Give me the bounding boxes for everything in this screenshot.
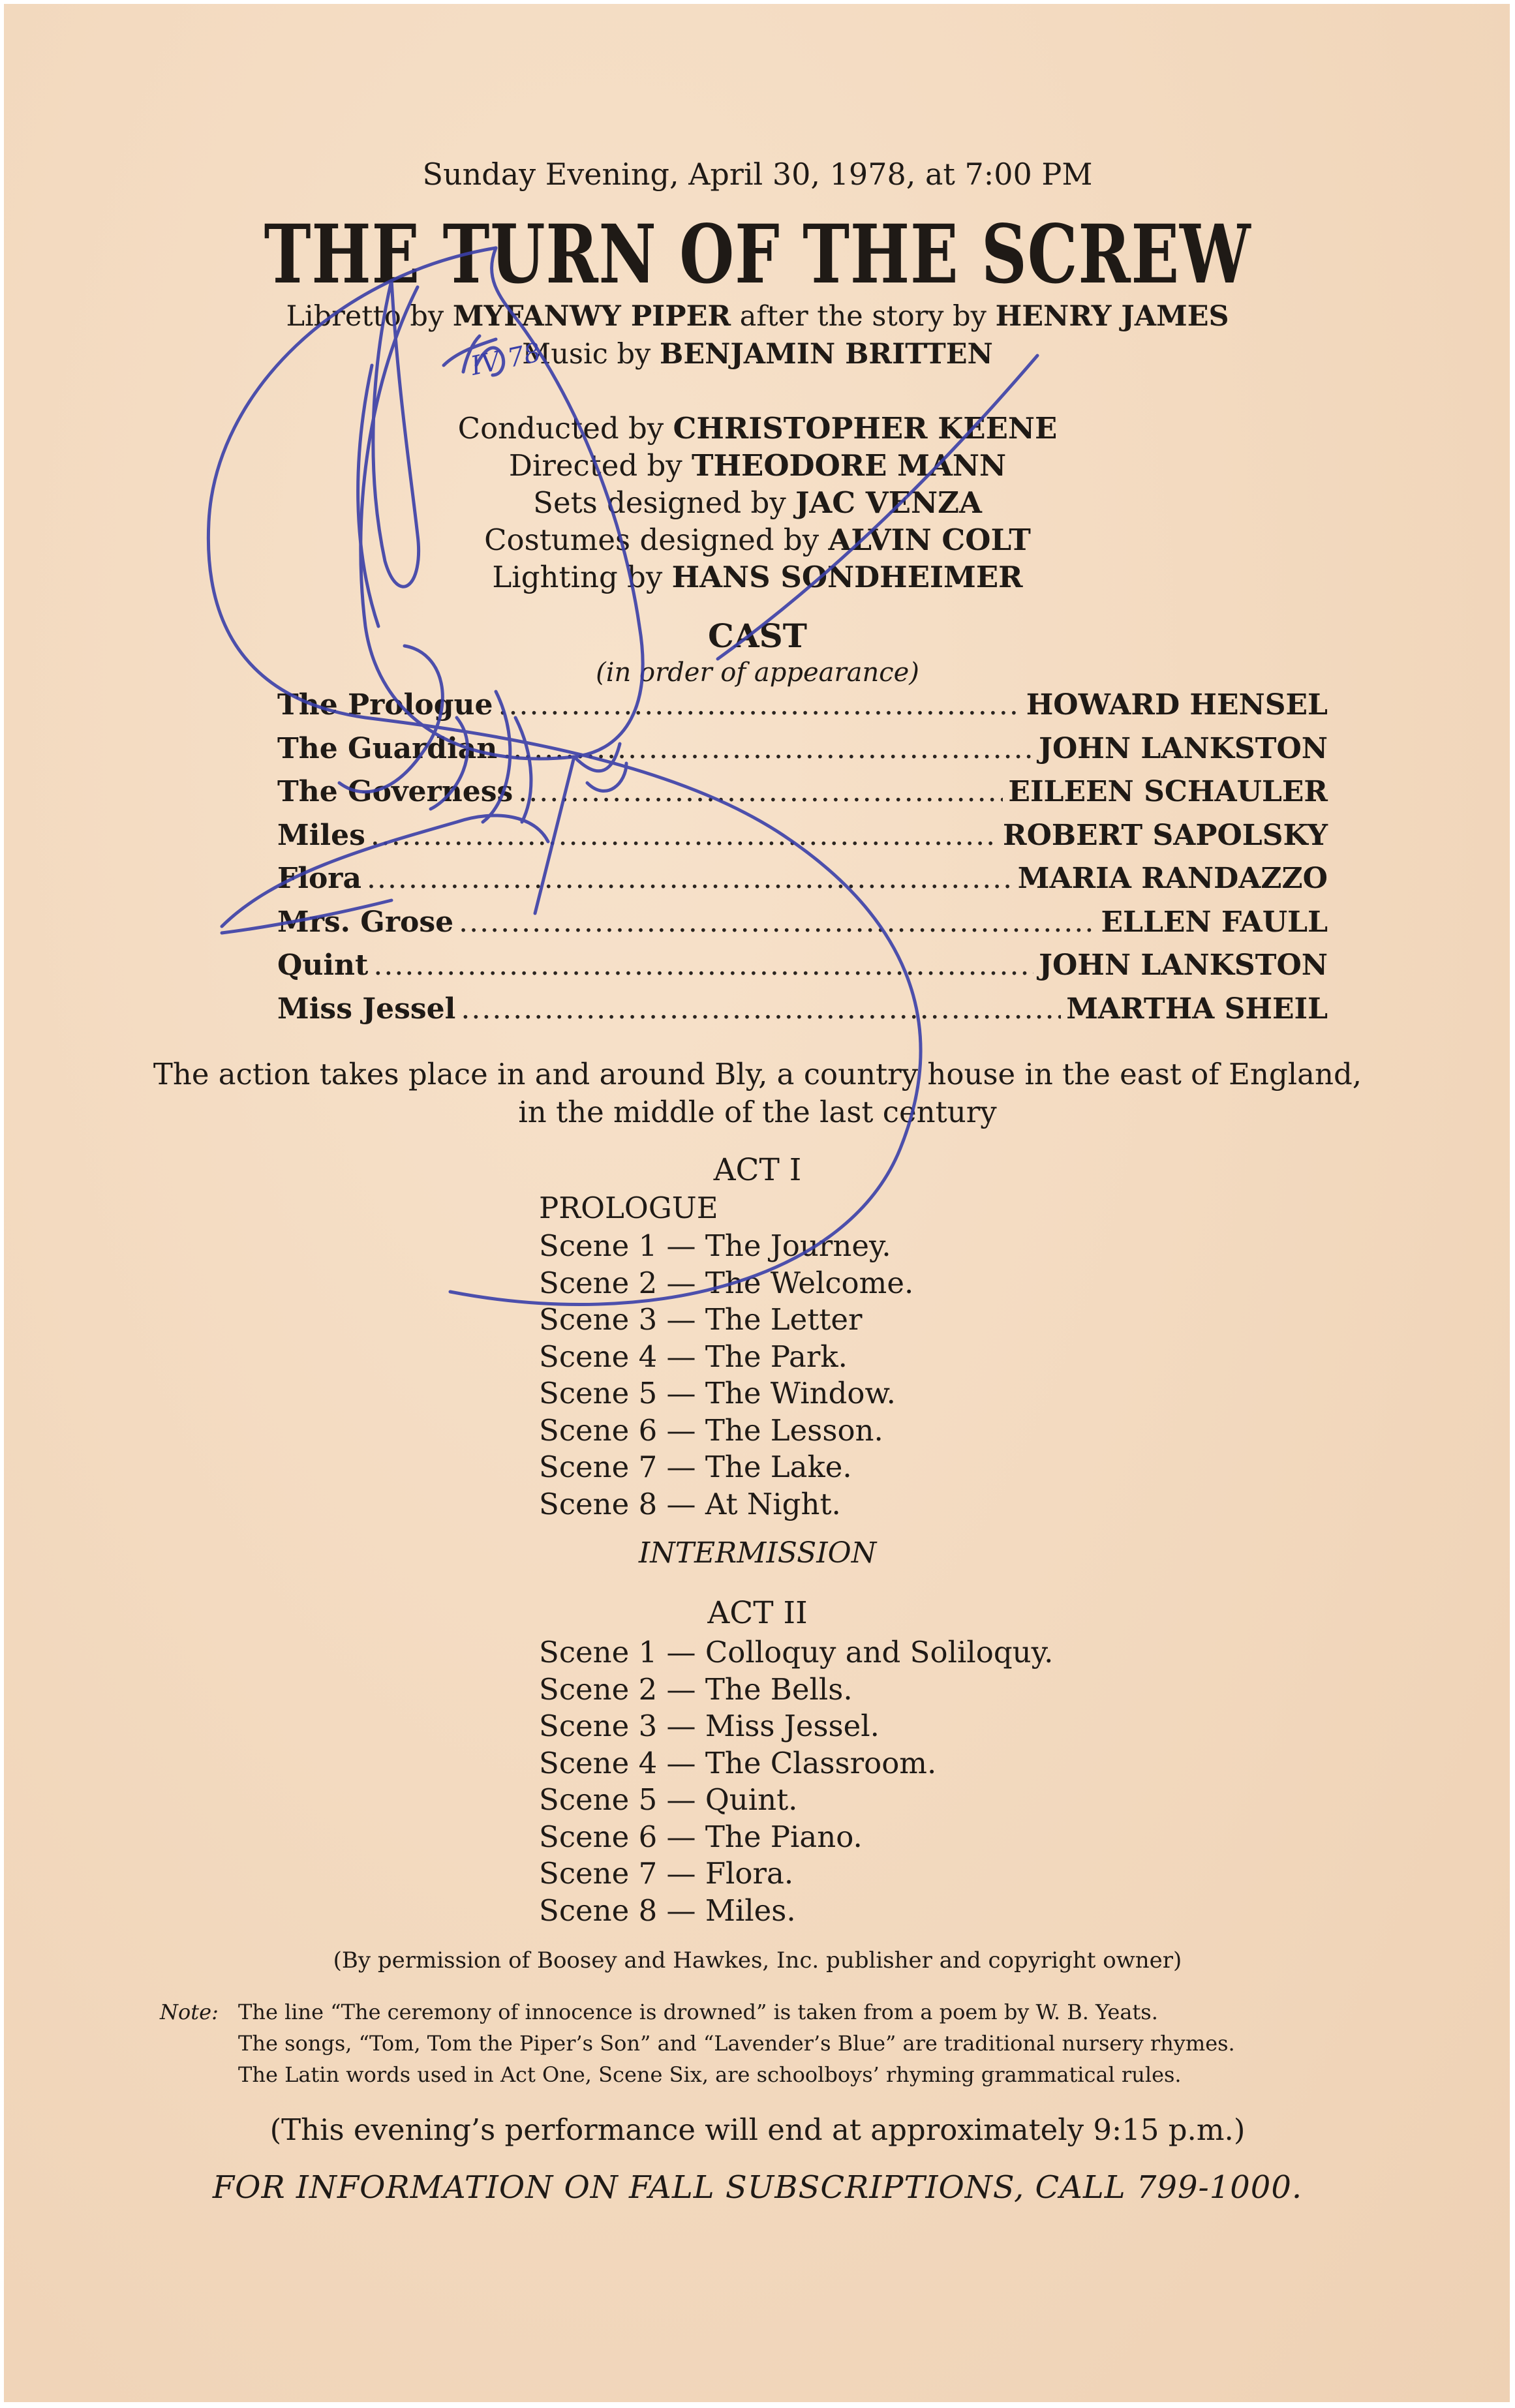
end-time-notice: (This evening’s performance will end at approximately 9:15 p.m.) — [269, 2112, 1246, 2147]
libretto-middle: after the story by — [739, 300, 987, 333]
scene-item: Scene 8 — Miles. — [539, 1893, 796, 1928]
act1-scene-list — [539, 1191, 913, 1523]
cast-row — [277, 906, 1328, 949]
production-name: HANS SONDHEIMER — [671, 560, 1023, 594]
scene-item: Scene 3 — Miss Jessel. — [539, 1709, 880, 1743]
intermission-label: INTERMISSION — [638, 1536, 877, 1570]
cast-row — [277, 862, 1328, 906]
cast-role: The Prologue — [277, 688, 493, 722]
leader-dots — [373, 949, 1033, 982]
production-credit — [0, 411, 1515, 446]
production-credit — [0, 448, 1515, 483]
leader-dots — [502, 732, 1033, 765]
setting-line: The action takes place in and around Bly, a country house in the east of England, — [153, 1057, 1362, 1091]
leader-dots — [461, 992, 1061, 1026]
production-role: Costumes designed by — [484, 523, 819, 557]
scene-item: Scene 8 — At Night. — [539, 1486, 841, 1521]
production-credit — [0, 523, 1515, 557]
cast-role: Miss Jessel — [277, 992, 456, 1026]
production-credit — [0, 560, 1515, 594]
cast-role: The Governess — [277, 775, 513, 808]
note-block — [160, 2000, 1235, 2094]
cast-actor: JOHN LANKSTON — [1039, 949, 1328, 982]
cast-row — [277, 732, 1328, 776]
cast-actor: EILEEN SCHAULER — [1008, 775, 1328, 808]
subscription-info: FOR INFORMATION ON FALL SUBSCRIPTIONS, CALL 799-1000. — [212, 2169, 1303, 2206]
production-role: Conducted by — [457, 411, 664, 446]
production-role: Sets designed by — [533, 485, 786, 520]
scene-item: Scene 2 — The Welcome. — [539, 1265, 914, 1300]
scene-item: Scene 7 — Flora. — [539, 1856, 794, 1891]
leader-dots — [518, 775, 1003, 808]
music-credit — [0, 338, 1515, 371]
scene-item: Scene 3 — The Letter — [539, 1302, 863, 1337]
cast-actor: HOWARD HENSEL — [1026, 688, 1328, 722]
scene-item: Scene 5 — The Window. — [539, 1376, 896, 1410]
cast-role: Quint — [277, 949, 369, 982]
note-label: Note: — [160, 2000, 219, 2024]
cast-row — [277, 992, 1328, 1036]
scene-item: Scene 7 — The Lake. — [539, 1450, 852, 1484]
cast-actor: ROBERT SAPOLSKY — [1003, 818, 1328, 852]
setting-line: in the middle of the last century — [518, 1095, 997, 1129]
librettist-name: MYFANWY PIPER — [452, 300, 731, 333]
opera-title: THE TURN OF THE SCREW — [264, 207, 1251, 302]
scene-item: Scene 1 — Colloquy and Soliloquy. — [539, 1635, 1054, 1669]
note-line: The songs, “Tom, Tom the Piper’s Son” and “Lavender’s Blue” are traditional nursery rhymes. — [238, 2031, 1235, 2056]
production-name: JAC VENZA — [795, 485, 982, 520]
production-role: Lighting by — [492, 560, 663, 594]
permission-notice: (By permission of Boosey and Hawkes, Inc. publisher and copyright owner) — [333, 1947, 1182, 1974]
libretto-credit — [0, 300, 1515, 333]
production-credit — [0, 485, 1515, 520]
prologue-label: PROLOGUE — [539, 1191, 718, 1225]
cast-role: Mrs. Grose — [277, 905, 454, 939]
cast-actor: JOHN LANKSTON — [1039, 731, 1328, 765]
scene-item: Scene 6 — The Piano. — [539, 1819, 863, 1854]
libretto-prefix: Libretto by — [286, 300, 444, 333]
cast-row — [277, 819, 1328, 862]
scene-item: Scene 4 — The Park. — [539, 1339, 848, 1374]
cast-actor: MARTHA SHEIL — [1066, 992, 1328, 1026]
cast-row — [277, 775, 1328, 819]
cast-actor: MARIA RANDAZZO — [1017, 862, 1328, 895]
scene-item: Scene 4 — The Classroom. — [539, 1745, 937, 1780]
cast-subheading: (in order of appearance) — [596, 658, 919, 688]
cast-list — [277, 688, 1328, 1035]
cast-heading: CAST — [708, 617, 807, 655]
scene-item: Scene 2 — The Bells. — [539, 1671, 853, 1707]
signature-date: IV 78 — [468, 337, 544, 382]
note-line: The Latin words used in Act One, Scene Six, are schoolboys’ rhyming grammatical rules. — [238, 2062, 1182, 2087]
scene-item: Scene 6 — The Lesson. — [539, 1412, 883, 1448]
production-name: THEODORE MANN — [692, 448, 1007, 483]
composer-name: BENJAMIN BRITTEN — [659, 338, 993, 371]
leader-dots — [371, 819, 998, 852]
leader-dots — [367, 862, 1013, 895]
scene-item: Scene 1 — The Journey. — [539, 1228, 891, 1263]
production-name: CHRISTOPHER KEENE — [673, 411, 1058, 446]
cast-row — [277, 949, 1328, 992]
note-line: The line “The ceremony of innocence is drowned” is taken from a poem by W. B. Yeats. — [238, 2000, 1158, 2024]
scene-item: Scene 5 — Quint. — [539, 1782, 798, 1817]
leader-dots — [459, 906, 1095, 939]
author-name: HENRY JAMES — [995, 300, 1229, 333]
act2-heading: ACT II — [707, 1595, 808, 1631]
act2-scene-list — [539, 1635, 1053, 1930]
cast-role: Flora — [277, 862, 361, 895]
act1-heading: ACT I — [713, 1152, 802, 1188]
cast-actor: ELLEN FAULL — [1101, 905, 1328, 939]
production-role: Directed by — [508, 448, 682, 483]
cast-row — [277, 688, 1328, 732]
cast-role: The Guardian — [277, 731, 498, 765]
leader-dots — [498, 688, 1020, 722]
music-prefix: Music by — [522, 338, 651, 371]
cast-role: Miles — [277, 818, 365, 852]
production-name: ALVIN COLT — [828, 523, 1031, 557]
performance-date: Sunday Evening, April 30, 1978, at 7:00 PM — [422, 157, 1093, 192]
